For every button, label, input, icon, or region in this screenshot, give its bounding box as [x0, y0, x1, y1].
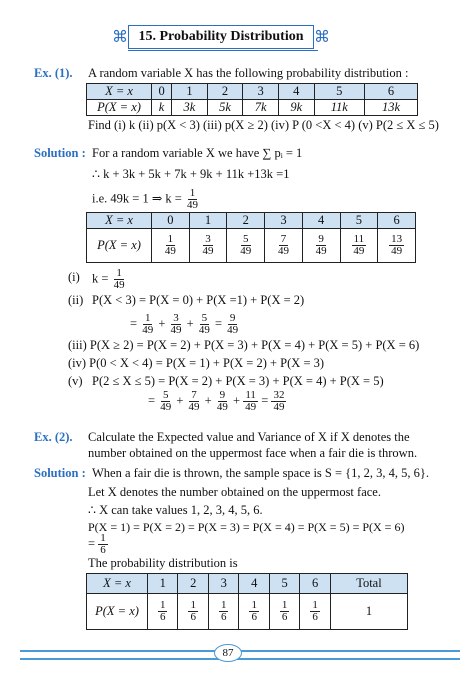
table-cell: 7k: [243, 100, 279, 116]
table-cell: 9k: [278, 100, 314, 116]
sol2-line3: ∴ X can take values 1, 2, 3, 4, 5, 6.: [88, 503, 263, 517]
fraction: $\frac{1}{6}$: [100, 532, 106, 556]
table-cell: 11k: [314, 100, 364, 116]
ex2-line2: number obtained on the uppermost face when a fair die is thrown.: [88, 446, 418, 460]
ex1-find-text: Find (i) k (ii) p(X < 3) (iii) p(X ≥ 2) (iv) P (0 <X < 4) (v) P(2 ≤ X ≤ 5): [88, 118, 439, 132]
table-cell: [300, 594, 330, 630]
fraction: [276, 234, 291, 257]
title-underline: [128, 50, 318, 51]
fraction-denominator: 49: [245, 401, 257, 413]
table-cell: 6: [364, 84, 417, 100]
table-cell: 2: [207, 84, 243, 100]
fraction-numerator: 5: [162, 389, 169, 401]
item-v-text: P(2 ≤ X ≤ 5) = P(X = 2) + P(X = 3) + P(X = 4) + P(X = 5): [92, 374, 384, 388]
fraction: [225, 313, 240, 336]
fraction-denominator: 49: [186, 199, 198, 211]
fraction: $\frac{1}{6}$: [159, 599, 166, 623]
table-cell: [269, 594, 299, 630]
fraction-denominator: 49: [202, 245, 214, 257]
ex1-table: [86, 83, 418, 116]
item-v-label: (v): [68, 374, 83, 388]
table-cell: [302, 229, 340, 263]
ex1-text: A random variable X has the following probability distribution :: [88, 66, 409, 80]
equals-sign: =: [88, 536, 96, 551]
item-iii-text: (iii) P(X ≥ 2) = P(X = 2) + P(X = 3) + P(X = 4) + P(X = 5) + P(X = 6): [68, 338, 420, 352]
fraction: [185, 188, 200, 211]
table-cell: 4: [278, 84, 314, 100]
sol2-line5: [88, 533, 108, 556]
fraction-denominator: 49: [227, 324, 239, 336]
fraction: [197, 313, 212, 336]
table-cell: [227, 229, 265, 263]
table-cell: P(X = x): [87, 229, 152, 263]
sol2-line6: The probability distribution is: [88, 556, 238, 570]
table-cell: 4: [239, 574, 269, 594]
table-cell: [208, 594, 238, 630]
fraction-numerator: 5: [243, 233, 249, 245]
table-cell: 1: [148, 574, 178, 594]
fraction-denominator: 49: [216, 401, 228, 413]
item-v-sum: = $\frac{5}{49}$ + $\frac{7}{49}$ + $\frac{9}{49}$ + $\frac{11}{49}$ = $\frac{32}{49}$: [148, 389, 285, 413]
item-i-text: k =: [92, 271, 109, 286]
fraction: [169, 313, 184, 336]
table-cell: 6: [378, 213, 416, 229]
table-cell: [378, 229, 416, 263]
fraction: [112, 268, 127, 291]
fraction-numerator: 1: [144, 312, 151, 324]
table-cell: 3: [265, 213, 303, 229]
page-number: 87: [214, 644, 242, 662]
fraction-numerator: 13: [391, 233, 403, 245]
table-cell: 5: [269, 574, 299, 594]
fraction: [389, 234, 404, 257]
table-cell: 5: [340, 213, 378, 229]
ex2-label: Ex. (2).: [34, 430, 73, 444]
item-ii-text: P(X < 3) = P(X = 0) + P(X =1) + P(X = 2): [92, 293, 305, 307]
fraction: [158, 390, 173, 413]
fraction-denominator: 49: [198, 324, 210, 336]
table-cell: 5: [314, 84, 364, 100]
fraction: [140, 313, 155, 336]
fraction-numerator: 7: [280, 233, 287, 245]
table-cell: P(X = x): [87, 594, 148, 630]
fraction-numerator: 1: [167, 233, 174, 245]
fraction-numerator: 1: [116, 267, 122, 279]
fraction: [215, 390, 230, 413]
fraction-numerator: 11: [245, 389, 256, 401]
fraction-denominator: 49: [240, 245, 252, 257]
fraction: $\frac{1}{6}$: [190, 599, 196, 623]
fraction-numerator: 5: [201, 312, 208, 324]
table-cell: 2: [227, 213, 265, 229]
fraction-denominator: 49: [353, 245, 365, 257]
fraction: [314, 234, 329, 257]
sol1-line3-text: i.e. 49k = 1 ⇒ k =: [92, 191, 182, 206]
sol2-line4: P(X = 1) = P(X = 2) = P(X = 3) = P(X = 4) = P(X = 5) = P(X = 6): [88, 520, 405, 534]
fraction-denominator: 49: [188, 401, 200, 413]
table-cell: 1: [330, 594, 407, 630]
table-cell: 4: [302, 213, 340, 229]
table-cell: 0: [152, 213, 190, 229]
sol1-line1: For a random variable X we have ∑ pᵢ = 1: [92, 146, 303, 160]
table-cell: [178, 594, 208, 630]
fraction: $\frac{1}{6}$: [312, 599, 318, 623]
item-i: [92, 268, 127, 291]
fraction: [238, 234, 253, 257]
scroll-ornament-left-icon: ⌘: [112, 27, 128, 46]
fraction-denominator: 49: [277, 245, 289, 257]
table-cell: [189, 229, 227, 263]
table-cell: X = x: [87, 574, 148, 594]
equals-sign: =: [148, 393, 156, 408]
table-cell: 2: [178, 574, 208, 594]
table-cell: 3: [208, 574, 238, 594]
table-cell: P(X = x): [87, 100, 152, 116]
fraction: [201, 234, 216, 257]
table-cell: 1: [172, 84, 208, 100]
table-cell: Total: [330, 574, 407, 594]
item-ii-label: (ii): [68, 293, 84, 307]
table-cell: [239, 594, 269, 630]
table-cell: 3: [243, 84, 279, 100]
fraction-numerator: 9: [318, 233, 324, 245]
item-iv-text: (iv) P(0 < X < 4) = P(X = 1) + P(X = 2) + P(X = 3): [68, 356, 325, 370]
fraction-numerator: 7: [191, 389, 197, 401]
item-ii-sum: = $\frac{1}{49}$ + $\frac{3}{49}$ + $\frac{5}{49}$ = $\frac{9}{49}$: [130, 312, 239, 336]
sol2-table: [86, 573, 408, 630]
fraction: [187, 390, 202, 413]
fraction-denominator: 49: [315, 245, 327, 257]
table-cell: [152, 229, 190, 263]
table-cell: 3k: [172, 100, 208, 116]
ex2-line1: Calculate the Expected value and Variance of X if X denotes the: [88, 430, 410, 444]
fraction-numerator: 3: [173, 312, 179, 324]
table-cell: 5k: [207, 100, 243, 116]
sol1-table: [86, 212, 416, 263]
ex1-label: Ex. (1).: [34, 66, 73, 80]
sol1-label: Solution :: [34, 146, 86, 160]
sol1-line2: ∴ k + 3k + 5k + 7k + 9k + 11k +13k =1: [92, 167, 290, 181]
table-cell: [265, 229, 303, 263]
fraction: [243, 390, 258, 413]
fraction-numerator: 11: [353, 233, 365, 245]
fraction: [163, 234, 178, 257]
table-cell: 0: [152, 84, 172, 100]
fraction-numerator: 3: [205, 233, 211, 245]
scroll-ornament-right-icon: ⌘: [314, 27, 330, 46]
table-cell: 6: [300, 574, 330, 594]
fraction: $\frac{1}{6}$: [220, 599, 227, 623]
fraction-denominator: 49: [170, 324, 182, 336]
fraction-numerator: 1: [189, 187, 196, 199]
table-cell: k: [152, 100, 172, 116]
sol1-line3: [92, 188, 200, 211]
fraction-denominator: 49: [160, 401, 172, 413]
fraction: $\frac{32}{49}$: [273, 389, 285, 413]
fraction-denominator: 49: [164, 245, 176, 257]
sol2-label: Solution :: [34, 466, 86, 480]
fraction-denominator: 49: [142, 324, 154, 336]
sol2-line1: When a fair die is thrown, the sample space is S = {1, 2, 3, 4, 5, 6}.: [92, 466, 430, 480]
fraction-denominator: 49: [113, 279, 125, 291]
fraction-denominator: 49: [391, 245, 403, 257]
chapter-title: 15. Probability Distribution: [128, 25, 314, 49]
table-cell: X = x: [87, 213, 152, 229]
table-cell: [148, 594, 178, 630]
table-cell: X = x: [87, 84, 152, 100]
fraction-numerator: 9: [219, 389, 226, 401]
fraction: $\frac{1}{6}$: [281, 599, 288, 623]
table-cell: 1: [189, 213, 227, 229]
fraction: $\frac{1}{6}$: [251, 599, 257, 623]
sol2-line2: Let X denotes the number obtained on the uppermost face.: [88, 485, 381, 499]
table-cell: 13k: [364, 100, 417, 116]
equals-sign: =: [130, 316, 138, 331]
item-i-label: (i): [68, 270, 80, 284]
table-cell: [340, 229, 378, 263]
fraction-numerator: 9: [229, 312, 236, 324]
fraction: [351, 234, 366, 257]
